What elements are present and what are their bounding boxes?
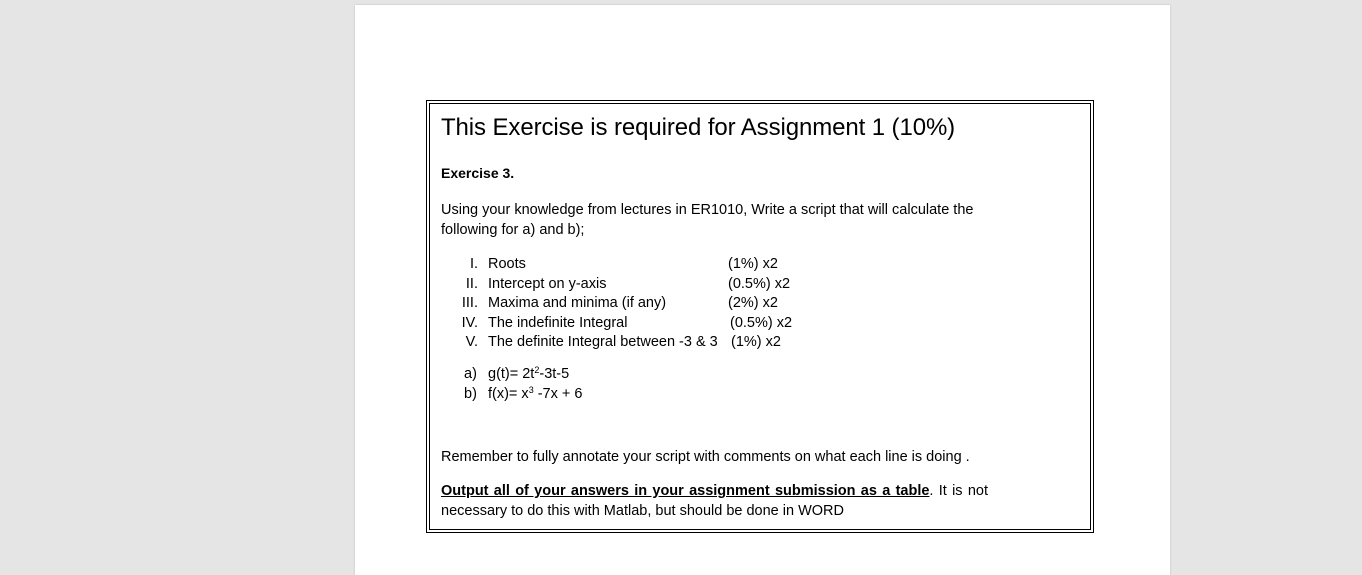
function-letter: b) (464, 385, 477, 402)
annotation-instruction: Remember to fully annotate your script with comments on what each line is doing . (441, 449, 970, 465)
function-item (441, 365, 741, 385)
task-text: Intercept on y-axis (488, 275, 607, 292)
assignment-title: This Exercise is required for Assignment 1 (10%) (441, 114, 956, 141)
task-mark: (2%) x2 (728, 295, 778, 312)
task-item (441, 275, 901, 295)
task-number: II. (465, 275, 478, 292)
function-item (441, 385, 741, 405)
function-expression: $g(t)= 2t^2-3t-5$ (488, 365, 570, 382)
task-number: IV. (461, 314, 478, 331)
task-mark: (1%) x2 (728, 256, 778, 272)
function-expression: $f(x)= x^3$ -7x + 6 (488, 384, 583, 402)
task-item (441, 255, 901, 275)
task-number: I. (469, 256, 478, 272)
assignment-box (426, 100, 1094, 533)
task-mark: (1%) x2 (731, 334, 781, 351)
output-instruction (441, 481, 988, 521)
task-text: The indefinite Integral (488, 314, 628, 331)
function-letter: a) (464, 366, 477, 382)
task-text: Roots (488, 256, 526, 272)
document-page (355, 5, 1170, 575)
task-mark: (0.5%) x2 (730, 314, 793, 331)
assignment-content (441, 114, 1090, 519)
task-list (441, 255, 901, 353)
exercise-heading: Exercise 3. (441, 165, 515, 181)
task-item (441, 314, 901, 334)
output-instruction-bold: Output all of your answers in your assignment submission as a table (441, 483, 930, 499)
task-item (441, 294, 901, 314)
task-text: Maxima and minima (if any) (488, 295, 667, 312)
task-item (441, 333, 901, 353)
task-text: The definite Integral between -3 & 3 (488, 334, 718, 351)
function-list (441, 365, 741, 404)
task-mark: (0.5%) x2 (728, 275, 791, 292)
task-number: V. (465, 334, 478, 351)
output-instruction-rest: . It is not necessary to do this with Matlab, but should be done in WORD (441, 483, 988, 519)
exercise-intro: Using your knowledge from lectures in ER1010, Write a script that will calculate the following for a) and b); (441, 202, 974, 238)
task-number: III. (461, 295, 478, 312)
